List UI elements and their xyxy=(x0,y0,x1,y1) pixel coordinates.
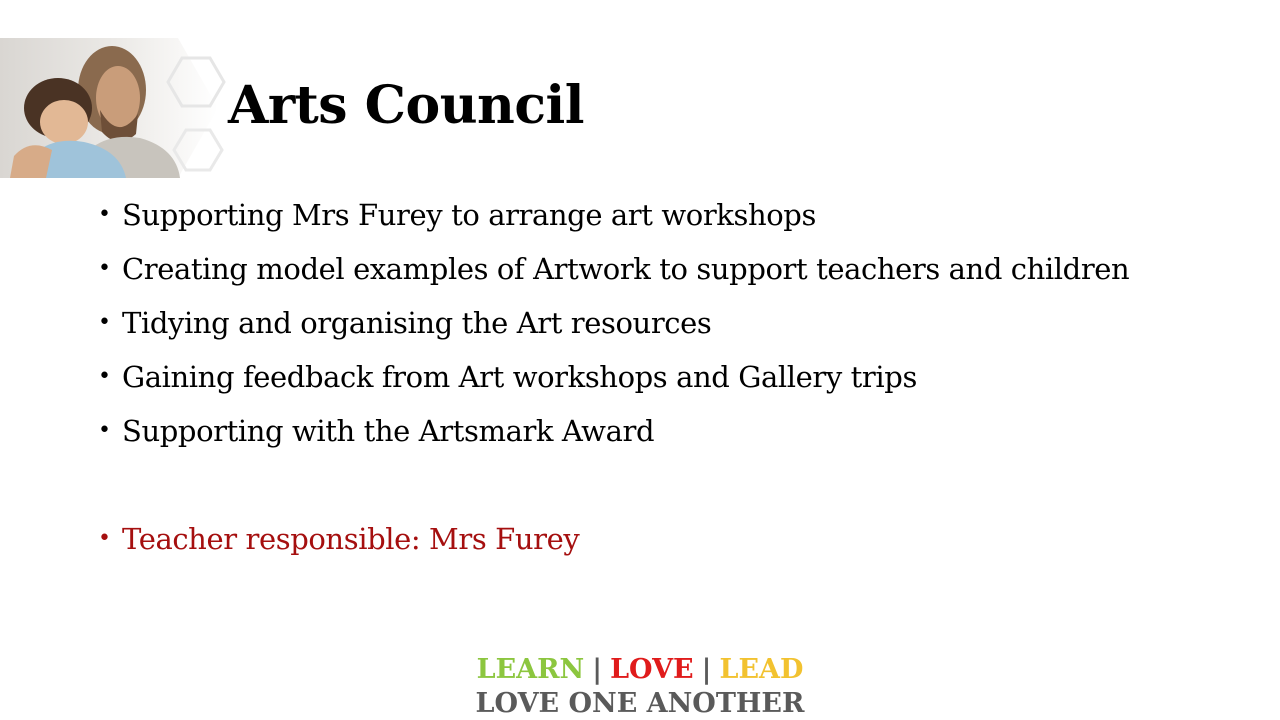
header-painting xyxy=(0,38,240,178)
bullet-marker: • xyxy=(98,526,111,551)
motto-tagline: LOVE ONE ANOTHER xyxy=(475,688,805,719)
motto-love: LOVE xyxy=(610,654,694,685)
bullet-text: Supporting Mrs Furey to arrange art workshops xyxy=(122,198,816,232)
motto-learn: LEARN xyxy=(476,654,585,685)
motto-values-line xyxy=(0,652,1280,688)
motto-lead: LEAD xyxy=(719,654,804,685)
teacher-responsible-text: Teacher responsible: Mrs Furey xyxy=(122,522,580,556)
bullet-marker: • xyxy=(98,418,111,443)
bullet-text: Gaining feedback from Art workshops and Gallery trips xyxy=(122,360,917,394)
bullet-marker: • xyxy=(98,256,111,281)
bullet-text: Creating model examples of Artwork to support teachers and children xyxy=(122,252,1130,286)
bullet-item xyxy=(98,195,1198,235)
bullet-item xyxy=(98,357,1198,397)
bullet-marker: • xyxy=(98,310,111,335)
bullet-item xyxy=(98,411,1198,451)
slide-title: Arts Council xyxy=(228,75,584,136)
teacher-responsible-item xyxy=(98,519,1198,559)
motto-separator: | xyxy=(592,654,603,685)
bullet-list xyxy=(98,195,1198,573)
bullet-marker: • xyxy=(98,202,111,227)
bullet-text: Tidying and organising the Art resources xyxy=(122,306,712,340)
bullet-item xyxy=(98,303,1198,343)
bullet-spacer xyxy=(98,465,1198,505)
bullet-item xyxy=(98,249,1198,289)
bullet-text: Supporting with the Artsmark Award xyxy=(122,414,655,448)
bullet-marker: • xyxy=(98,364,111,389)
motto-separator: | xyxy=(701,654,712,685)
school-motto-footer xyxy=(0,652,1280,720)
